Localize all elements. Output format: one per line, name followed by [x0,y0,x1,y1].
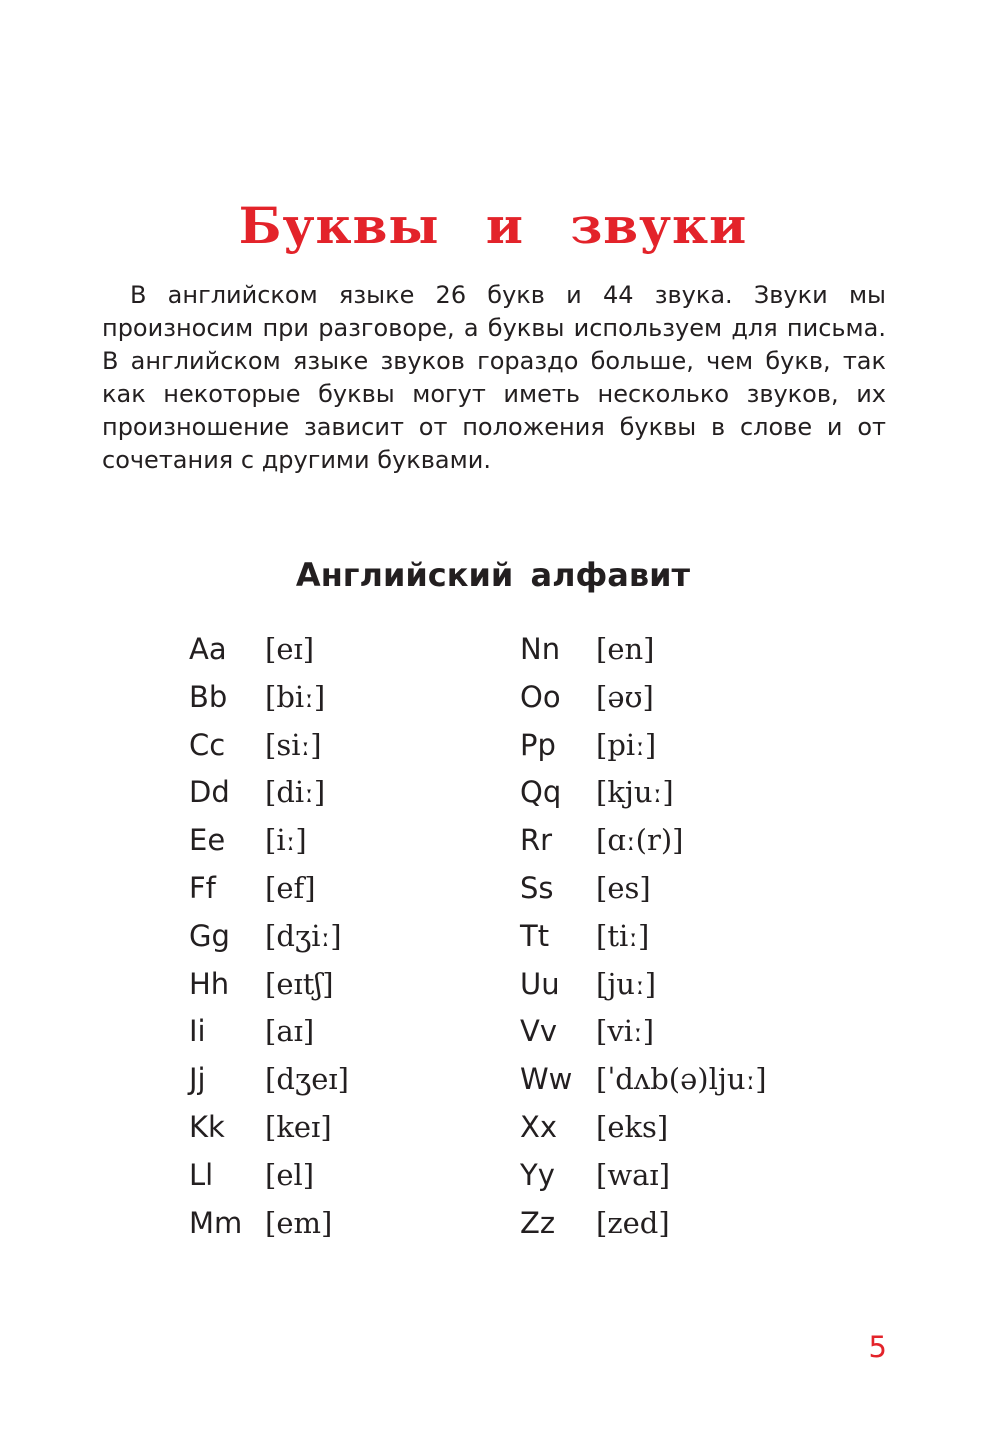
transcription: [eɪ] [265,632,315,666]
transcription: [tiː] [596,918,650,953]
alphabet-heading: Английский алфавит [295,556,691,594]
transcription: [el] [265,1157,315,1192]
transcription: [juː] [596,966,657,1001]
letter-pair: Gg [189,918,230,953]
transcription: [keɪ] [265,1109,332,1144]
transcription: [biː] [265,679,326,714]
letter-pair: Uu [520,966,560,1001]
transcription: [ef] [265,870,316,905]
letter-pair: Ww [520,1062,573,1097]
letter-pair: Yy [520,1157,555,1192]
letter-pair: Vv [520,1014,558,1049]
transcription: [ˈdʌb(ə)ljuː] [596,1062,767,1097]
page-number: 5 [868,1330,887,1364]
letter-pair: Aa [189,632,227,666]
letter-pair: Xx [520,1109,558,1144]
transcription: [aɪ] [265,1014,315,1049]
transcription: [dʒiː] [265,918,342,953]
letter-pair: Mm [189,1205,243,1240]
letter-pair: Oo [520,679,561,714]
letter-pair: Rr [520,823,553,858]
transcription: [siː] [265,727,322,762]
letter-pair: Ss [520,870,554,905]
letter-pair: Hh [189,966,230,1001]
letter-pair: Jj [189,1062,206,1097]
transcription: [eɪtʃ] [265,966,334,1001]
letter-pair: Ll [189,1157,214,1192]
letter-pair: Nn [520,632,561,666]
transcription: [diː] [265,775,326,810]
transcription: [iː] [265,823,307,858]
letter-pair: Cc [189,727,226,762]
transcription: [es] [596,870,651,905]
letter-pair: Kk [189,1109,225,1144]
transcription: [en] [596,632,655,666]
transcription: [eks] [596,1109,669,1144]
letter-pair: Ff [189,870,216,905]
intro-paragraph: В английском языке 26 букв и 44 звука. Звуки мы произносим при разговоре, а буквы используем для письма. В английском языке звуков гораздо больше, чем букв, так как некоторые буквы могут иметь несколько звуков, их произношение зависит от положения буквы в слове и от сочетания с другими буквами. [102,281,886,474]
transcription: [viː] [596,1014,655,1049]
letter-pair: Qq [520,775,562,810]
letter-pair: Ee [189,823,226,858]
transcription: [kjuː] [596,775,674,810]
letter-pair: Bb [189,679,228,714]
letter-pair: Ii [189,1014,206,1049]
letter-pair: Tt [520,918,550,953]
letter-pair: Pp [520,727,556,762]
transcription: [zed] [596,1205,670,1240]
letter-pair: Dd [189,775,230,810]
letter-pair: Zz [520,1205,556,1240]
transcription: [waɪ] [596,1157,671,1192]
transcription: [em] [265,1205,333,1240]
transcription: [əʊ] [596,679,654,714]
page-title: Буквы и звуки [238,196,748,255]
transcription: [dʒeɪ] [265,1062,349,1097]
transcription: [ɑː(r)] [596,823,684,858]
transcription: [piː] [596,727,657,762]
